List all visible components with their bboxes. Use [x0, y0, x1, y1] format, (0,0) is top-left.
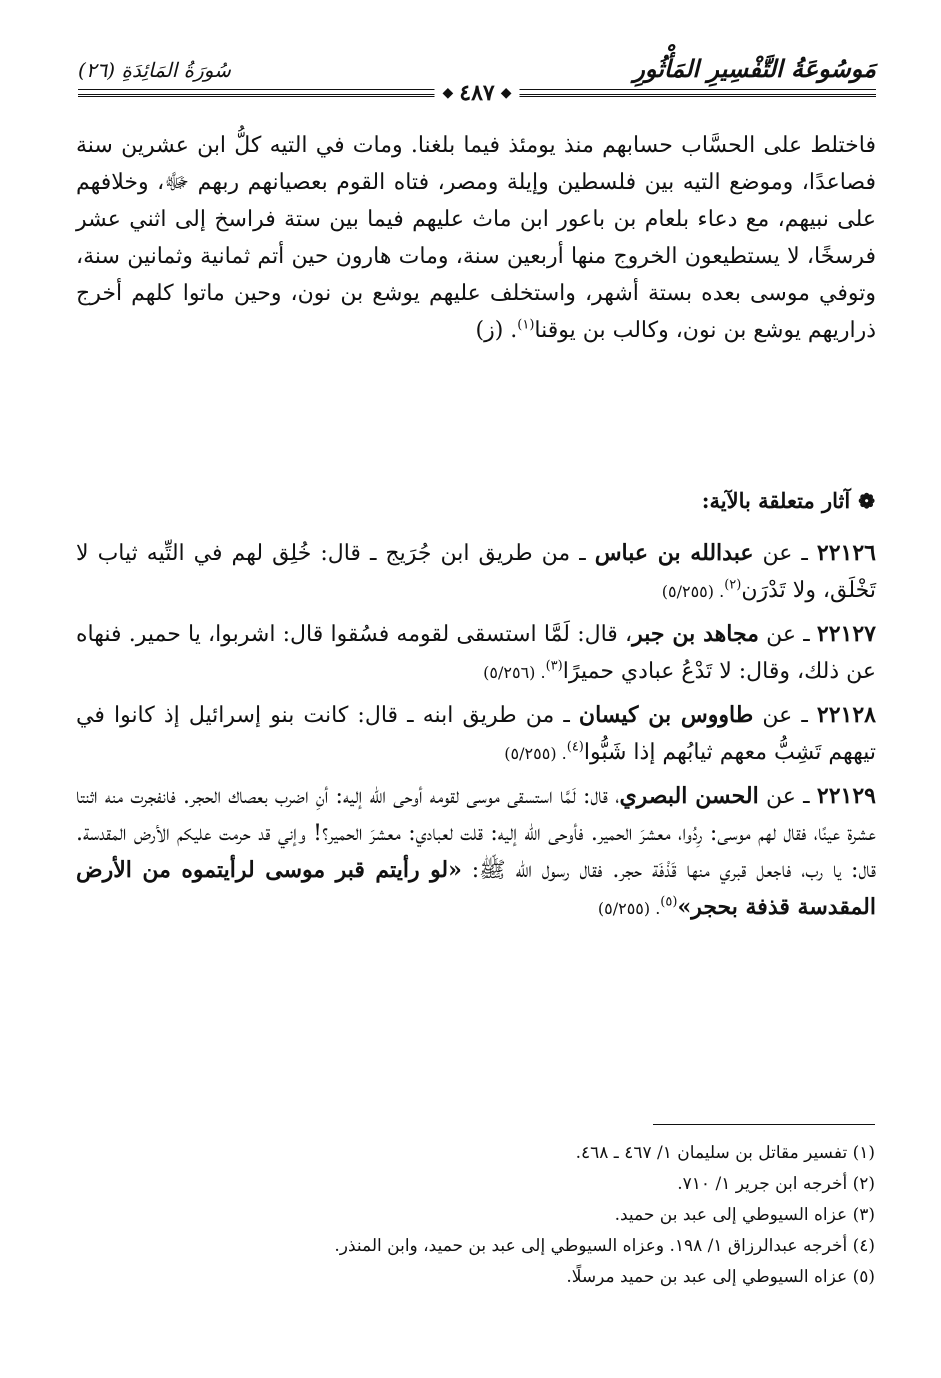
- footnote-mark: (٣): [545, 658, 563, 674]
- entry-text: ، قال: لَمَّا استسقى موسى لقومه أوحى الله إليه: أنِ اضرب بعصاك الحجر. فانفجرت منه اثنتا عشرة عينًا، فقال لهم موسى: رِدُوا، معشرَ الحمير. فأوحى الله إليه: قلت لعبادي: معشرَ الحمير؟! وإني قد حرمت عليكم الأرض المقدسة. قال: يا رب، فاجعل قبري منها قَذْفَة حجر. فقال رسول الله ﷺ:: [76, 784, 876, 883]
- volume-reference: . (٥/٢٥٥): [661, 582, 725, 601]
- entry: [76, 778, 876, 927]
- hadith-quote: «لو رأيتم قبر موسى لرأيتموه من الأرض المقدسة قذفة بحجر»: [76, 857, 876, 920]
- entry-number: ٢٢١٢٩: [816, 783, 876, 809]
- footnote: (٥) عزاه السيوطي إلى عبد بن حميد مرسلًا.: [566, 1267, 875, 1287]
- surah-title: سُورَةُ المَائِدَةِ (٢٦): [78, 58, 231, 82]
- footnote: (٤) أخرجه عبدالرزاق ١/ ١٩٨. وعزاه السيوطي إلى عبد بن حميد، وابن المنذر.: [334, 1236, 875, 1256]
- volume-reference: . (٥/٢٥٥): [504, 744, 567, 763]
- entry-text: ـ من طريق ابنه ـ قال: كانت بنو إسرائيل إذ كانوا في تيههم تَشِبُّ معهم ثيابُهم إذا شَبُّوا: [76, 703, 876, 765]
- entry-prefix: ـ عن: [753, 703, 817, 728]
- entry-text: ، قال: لَمَّا استسقى لقومه فسُقوا قال: اشربوا، يا حمير. فنهاه عن ذلك، وقال: لا تَدْعُ عبادي حميرًا: [76, 622, 876, 684]
- entry-prefix: ـ عن: [758, 784, 817, 809]
- page-number: ٤٨٧: [459, 80, 495, 106]
- volume-reference: . (٥/٢٥٥): [597, 899, 661, 918]
- entry-number: ٢٢١٢٨: [816, 702, 876, 728]
- entry-prefix: ـ عن: [758, 622, 817, 647]
- intro-text: فاختلط على الحسَّاب حسابهم منذ يومئذ فيما بلغنا. ومات في التيه كلُّ ابن عشرين سنة فصاعدًا، وموضع التيه بين فلسطين وإيلة ومصر، فتاه القوم بعصيانهم ربهم ﷻ، وخلافهم على نبيهم، مع دعاء بلعام بن باعور ابن ماث عليهم فيما بين ستة فراسخ إلى اثني عشر فرسخًا، لا يستطيعون الخروج منها أربعين سنة، ومات هارون حين أتم ثمانية وثمانين سنة، وتوفي موسى بعده بستة أشهر، واستخلف عليهم يوشع بن نون، وحين ماتوا كلهم أخرج ذراريهم يوشع بن نون، وكالب بن يوقنا: [76, 133, 876, 343]
- footnote-mark: (٤): [566, 739, 584, 755]
- intro-paragraph: [76, 127, 876, 349]
- book-title: مَوسُوعَةُ التَّفْسِيرِ المَأْثُورِ: [633, 54, 876, 83]
- narrator-name: عبدالله بن عباس: [594, 540, 754, 566]
- footnote: (٣) عزاه السيوطي إلى عبد بن حميد.: [614, 1205, 875, 1225]
- footnotes: [75, 1138, 875, 1293]
- entry-number: ٢٢١٢٦: [816, 540, 876, 566]
- intro-tail: . (ز): [475, 318, 518, 343]
- footnote-mark: (٢): [724, 577, 742, 593]
- entry: [76, 616, 876, 691]
- ornament-icon: ◆: [442, 85, 454, 101]
- ornament-icon: ◆: [500, 85, 512, 101]
- footnote-mark: (٥): [660, 894, 678, 910]
- entry-number: ٢٢١٢٧: [816, 621, 876, 647]
- narrator-name: الحسن البصري: [619, 783, 759, 809]
- page-header: [78, 50, 876, 110]
- footnote-separator: [653, 1124, 875, 1125]
- entry: [76, 535, 876, 610]
- section-heading: [702, 488, 875, 513]
- footnote: (١) تفسير مقاتل بن سليمان ١/ ٤٦٧ ـ ٤٦٨.: [575, 1143, 875, 1163]
- flower-ornament-icon: ❁: [858, 488, 875, 513]
- footnote: (٢) أخرجه ابن جرير ١/ ٧١٠.: [677, 1174, 875, 1194]
- narrator-name: مجاهد بن جبر: [632, 621, 759, 647]
- volume-reference: . (٥/٢٥٦): [483, 663, 546, 682]
- narrator-name: طاووس بن كيسان: [578, 702, 754, 728]
- page-number-box: [434, 80, 519, 106]
- section-heading-text: آثار متعلقة بالآية:: [701, 488, 851, 513]
- entry-text: ـ من طريق ابن جُرَيج ـ قال: خُلِق لهم في التِّيه ثياب لا تَخْلَق، ولا تَدْرَن: [76, 541, 876, 603]
- entry: [76, 697, 876, 772]
- entry-prefix: ـ عن: [753, 541, 817, 566]
- footnote-mark: (١): [517, 317, 535, 333]
- entries-list: [76, 535, 876, 933]
